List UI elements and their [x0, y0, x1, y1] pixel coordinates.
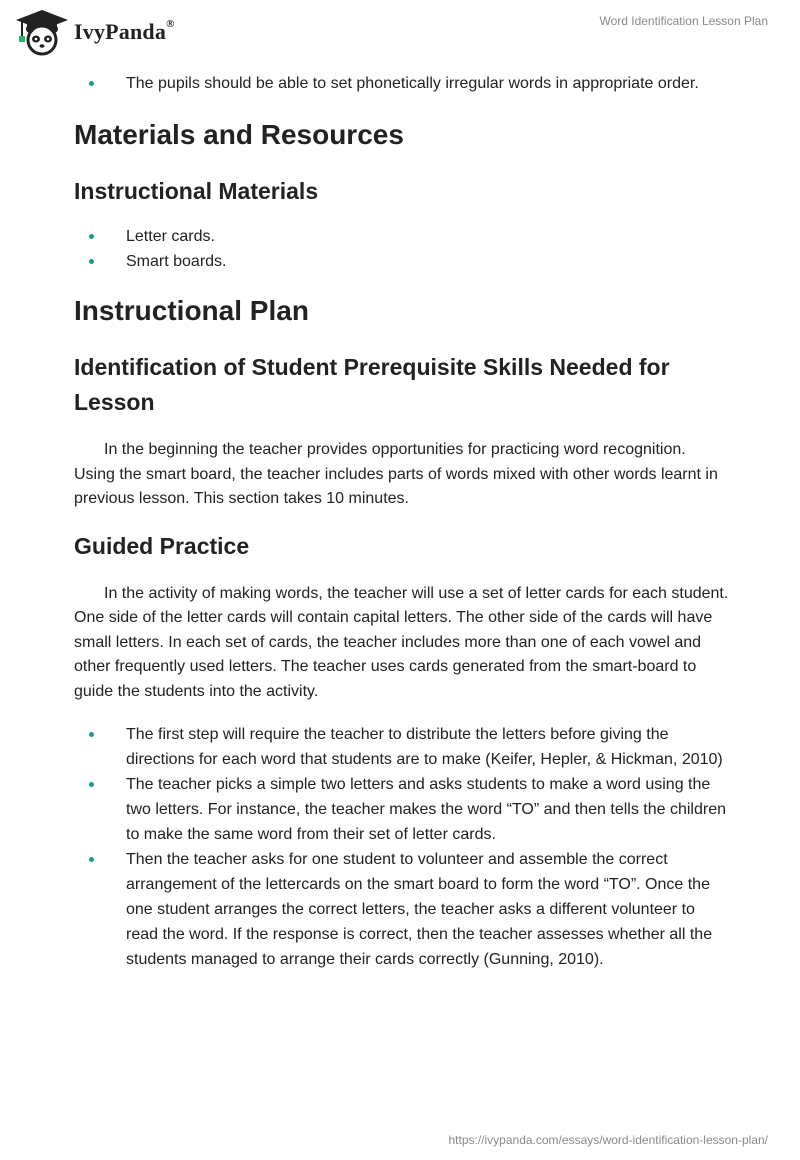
guided-practice-steps — [74, 722, 729, 972]
document-title: Word Identification Lesson Plan — [599, 14, 768, 28]
document-body — [74, 70, 729, 972]
list-item: The first step will require the teacher to distribute the letters before giving the directions for each word that students are to make (Keifer, Hepler, & Hickman, 2010) — [74, 722, 729, 772]
list-item: The pupils should be able to set phonetically irregular words in appropriate order. — [74, 71, 729, 96]
list-item: Smart boards. — [74, 249, 729, 274]
ivypanda-logo[interactable] — [14, 8, 175, 56]
subsection-title-guided-practice: Guided Practice — [74, 532, 250, 559]
page-header — [0, 0, 800, 64]
materials-list — [74, 224, 729, 274]
list-item: Then the teacher asks for one student to volunteer and assemble the correct arrangement of the lettercards on the smart board to form the word “TO”. Once the one student arranges the correct letters, the teacher asks a different volunteer to read the word. If the response is correct, then the teacher assesses whether all the students managed to arrange their cards correctly (Gunning, 2010). — [74, 847, 729, 972]
objectives-list — [74, 71, 729, 96]
brand-name: IvyPanda® — [74, 17, 175, 44]
prerequisites-paragraph: In the beginning the teacher provides opportunities for practicing word recognition. Using the smart board, the teacher includes parts of words mixed with other words learnt in previous lesson. This section takes 10 minutes. — [74, 441, 718, 507]
guided-practice-paragraph: In the activity of making words, the teacher will use a set of letter cards for each student. One side of the letter cards will contain capital letters. The other side of the cards will have small letters. In each set of cards, the teacher includes more than one of each vowel and other frequently used letters. The teacher uses cards generated from the smart-board to guide the students into the activity. — [74, 584, 729, 700]
section-title-instructional-plan: Instructional Plan — [74, 295, 309, 326]
list-item: The teacher picks a simple two letters and asks students to make a word using the two letters. For instance, the teacher makes the word “TO” and then tells the children to make the same word from their set of letter cards. — [74, 772, 729, 847]
subsection-title-instructional-materials: Instructional Materials — [74, 178, 319, 204]
list-item: Letter cards. — [74, 224, 729, 249]
panda-mortarboard-icon — [14, 8, 70, 56]
subsection-title-prerequisite-skills: Identification of Student Prerequisite Skills Needed for Lesson — [74, 354, 670, 415]
section-title-materials: Materials and Resources — [74, 119, 404, 150]
source-url-link[interactable]: https://ivypanda.com/essays/word-identification-lesson-plan/ — [448, 1133, 768, 1147]
